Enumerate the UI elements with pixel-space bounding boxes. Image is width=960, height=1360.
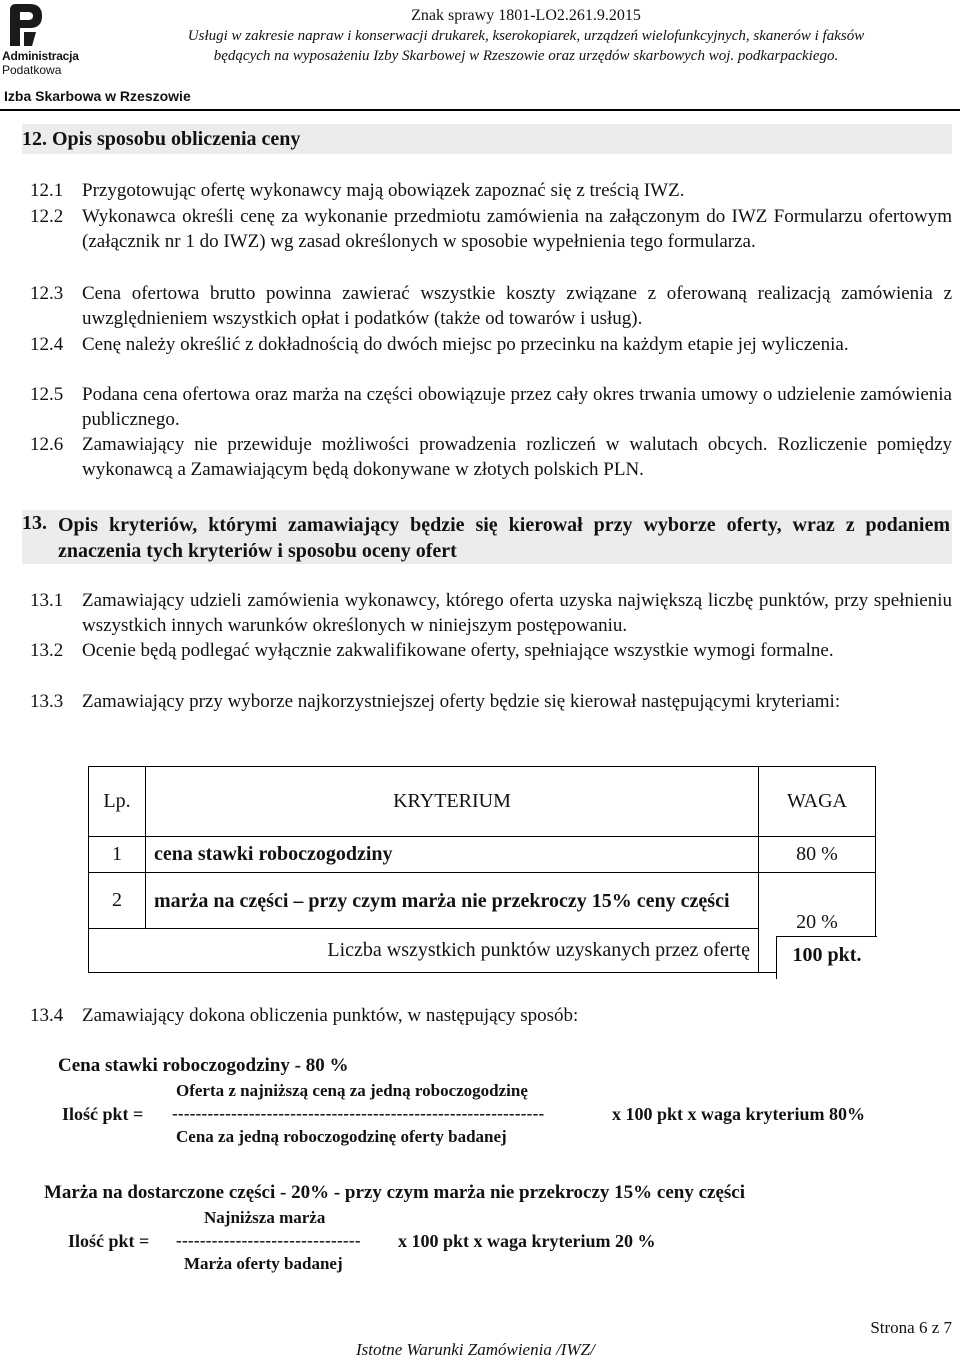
total-value: 100 pkt. (776, 936, 877, 979)
cell-weight: 80 % (759, 837, 876, 873)
formula1-lhs: Ilość pkt = (62, 1104, 144, 1124)
formula2-fraction-bar: ------------------------------- (176, 1231, 361, 1250)
column-header-weight: WAGA (759, 767, 876, 837)
list-item-12-4 (30, 332, 952, 357)
item-number: 12.1 (30, 180, 64, 201)
item-text: Ocenie będą podlegać wyłącznie zakwalifikowane oferty, spełniające wszystkie wymogi formalne. (82, 640, 834, 661)
formula1-title: Cena stawki roboczogodziny - 80 % (58, 1055, 349, 1076)
formula1-numerator: Oferta z najniższą ceną za jedną roboczogodzinę (176, 1081, 528, 1100)
formula1-rhs: x 100 pkt x waga kryterium 80% (612, 1104, 865, 1124)
total-label: Liczba wszystkich punktów uzyskanych przez ofertę (89, 929, 759, 973)
item-number: 12.4 (30, 334, 64, 355)
list-item-13-3 (30, 689, 952, 714)
formula2-title: Marża na dostarczone części - 20% - przy czym marża nie przekroczy 15% ceny części (44, 1182, 745, 1203)
item-number: 12.5 (30, 384, 64, 405)
formula1-fraction-bar: --------------------------------------------------------------- (172, 1104, 545, 1123)
table-header-row (89, 767, 876, 837)
logo-text-line2: Podatkowa (2, 63, 62, 77)
cell-lp: 2 (89, 873, 146, 929)
list-item-12-3 (30, 281, 952, 331)
column-header-lp: Lp. (89, 767, 146, 837)
document-title: Istotne Warunki Zamówienia /IWZ/ (356, 1340, 595, 1359)
list-item-13-2 (30, 638, 952, 663)
logo-text-line1: Administracja (2, 49, 79, 63)
item-text: Zamawiający nie przewiduje możliwości prowadzenia rozliczeń w walutach obcych. Rozliczenie pomiędzy wykonawcą a Zamawiającym będą dokonywane w złotych polskich PLN. (82, 434, 952, 480)
list-item-12-5 (30, 382, 952, 432)
list-item-12-2 (30, 204, 952, 254)
table-row (89, 873, 876, 929)
item-number: 12.2 (30, 206, 64, 227)
case-number: Znak sprawy 1801-LO2.261.9.2015 (411, 7, 641, 24)
item-text: Zamawiający dokona obliczenia punktów, w następujący sposób: (82, 1005, 579, 1026)
logo (2, 2, 94, 84)
item-text: Cena ofertowa brutto powinna zawierać wszystkie koszty związane z oferowaną realizacją zamówienia z uwzględnieniem wszystkich opłat i podatków (także od towarów i usług). (82, 283, 952, 329)
cell-criterion: marża na części – przy czym marża nie przekroczy 15% ceny części (146, 873, 759, 929)
page-number: Strona 6 z 7 (870, 1318, 952, 1337)
header-subtitle-line2: będących na wyposażeniu Izby Skarbowej w Rzeszowie oraz urzędów skarbowych woj. podkarpackiego. (213, 48, 839, 64)
formula2-denominator: Marża oferty badanej (184, 1254, 343, 1273)
section-13-title: Opis kryteriów, którymi zamawiający będzie się kierował przy wyborze oferty, wraz z podaniem znaczenia tych kryteriów i sposobu oceny ofert (58, 514, 950, 562)
cell-criterion: cena stawki roboczogodziny (146, 837, 759, 873)
item-text: Podana cena ofertowa oraz marża na części obowiązuje przez cały okres trwania umowy o udzielenie zamówienia publicznego. (82, 384, 952, 430)
header-divider (0, 109, 960, 111)
section-13-number: 13. (22, 512, 47, 534)
item-number: 13.1 (30, 590, 64, 611)
item-text: Zamawiający udzieli zamówienia wykonawcy, którego oferta uzyska największą liczbę punktów, przy spełnieniu wszystkich innych warunków określonych w niniejszym postępowaniu. (82, 590, 952, 636)
formula2-lhs: Ilość pkt = (68, 1231, 150, 1251)
cell-lp: 1 (89, 837, 146, 873)
list-item-13-1 (30, 588, 952, 638)
section-12-heading: 12. Opis sposobu obliczenia ceny (22, 124, 952, 154)
formula2-numerator: Najniższa marża (204, 1208, 326, 1227)
list-item-13-4 (30, 1003, 952, 1028)
item-number: 12.6 (30, 434, 64, 455)
item-text: Cenę należy określić z dokładnością do dwóch miejsc po przecinku na każdym etapie jej wyliczenia. (82, 334, 849, 355)
item-text: Wykonawca określi cenę za wykonanie przedmiotu zamówienia na załączonym do IWZ Formularzu ofertowym (załącznik nr 1 do IWZ) wg zasad określonych w sposobie wypełnienia tego formularza. (82, 206, 952, 252)
administracja-podatkowa-logo-icon (6, 2, 46, 48)
formula1-denominator: Cena za jedną roboczogodzinę oferty badanej (176, 1127, 507, 1146)
document-header (96, 6, 956, 66)
criteria-table (88, 766, 876, 973)
item-text: Przygotowując ofertę wykonawcy mają obowiązek zapoznać się z treścią IWZ. (82, 180, 685, 201)
item-text: Zamawiający przy wyborze najkorzystniejszej oferty będzie się kierował następującymi kryteriami: (82, 691, 841, 712)
table-total-row (89, 929, 876, 973)
item-number: 12.3 (30, 283, 64, 304)
formula2-rhs: x 100 pkt x waga kryterium 20 % (398, 1231, 656, 1251)
cell-weight: 20 % (759, 873, 876, 973)
list-item-12-1 (30, 178, 952, 203)
item-number: 13.2 (30, 640, 64, 661)
section-13-heading (22, 510, 952, 564)
list-item-12-6 (30, 432, 952, 482)
item-number: 13.4 (30, 1005, 64, 1026)
item-number: 13.3 (30, 691, 64, 712)
header-subtitle-line1: Usługi w zakresie napraw i konserwacji drukarek, kserokopiarek, urządzeń wielofunkcyjnych, skanerów i faksów (187, 28, 865, 44)
table-row (89, 837, 876, 873)
office-name: Izba Skarbowa w Rzeszowie (4, 88, 191, 104)
column-header-criterion: KRYTERIUM (146, 767, 759, 837)
